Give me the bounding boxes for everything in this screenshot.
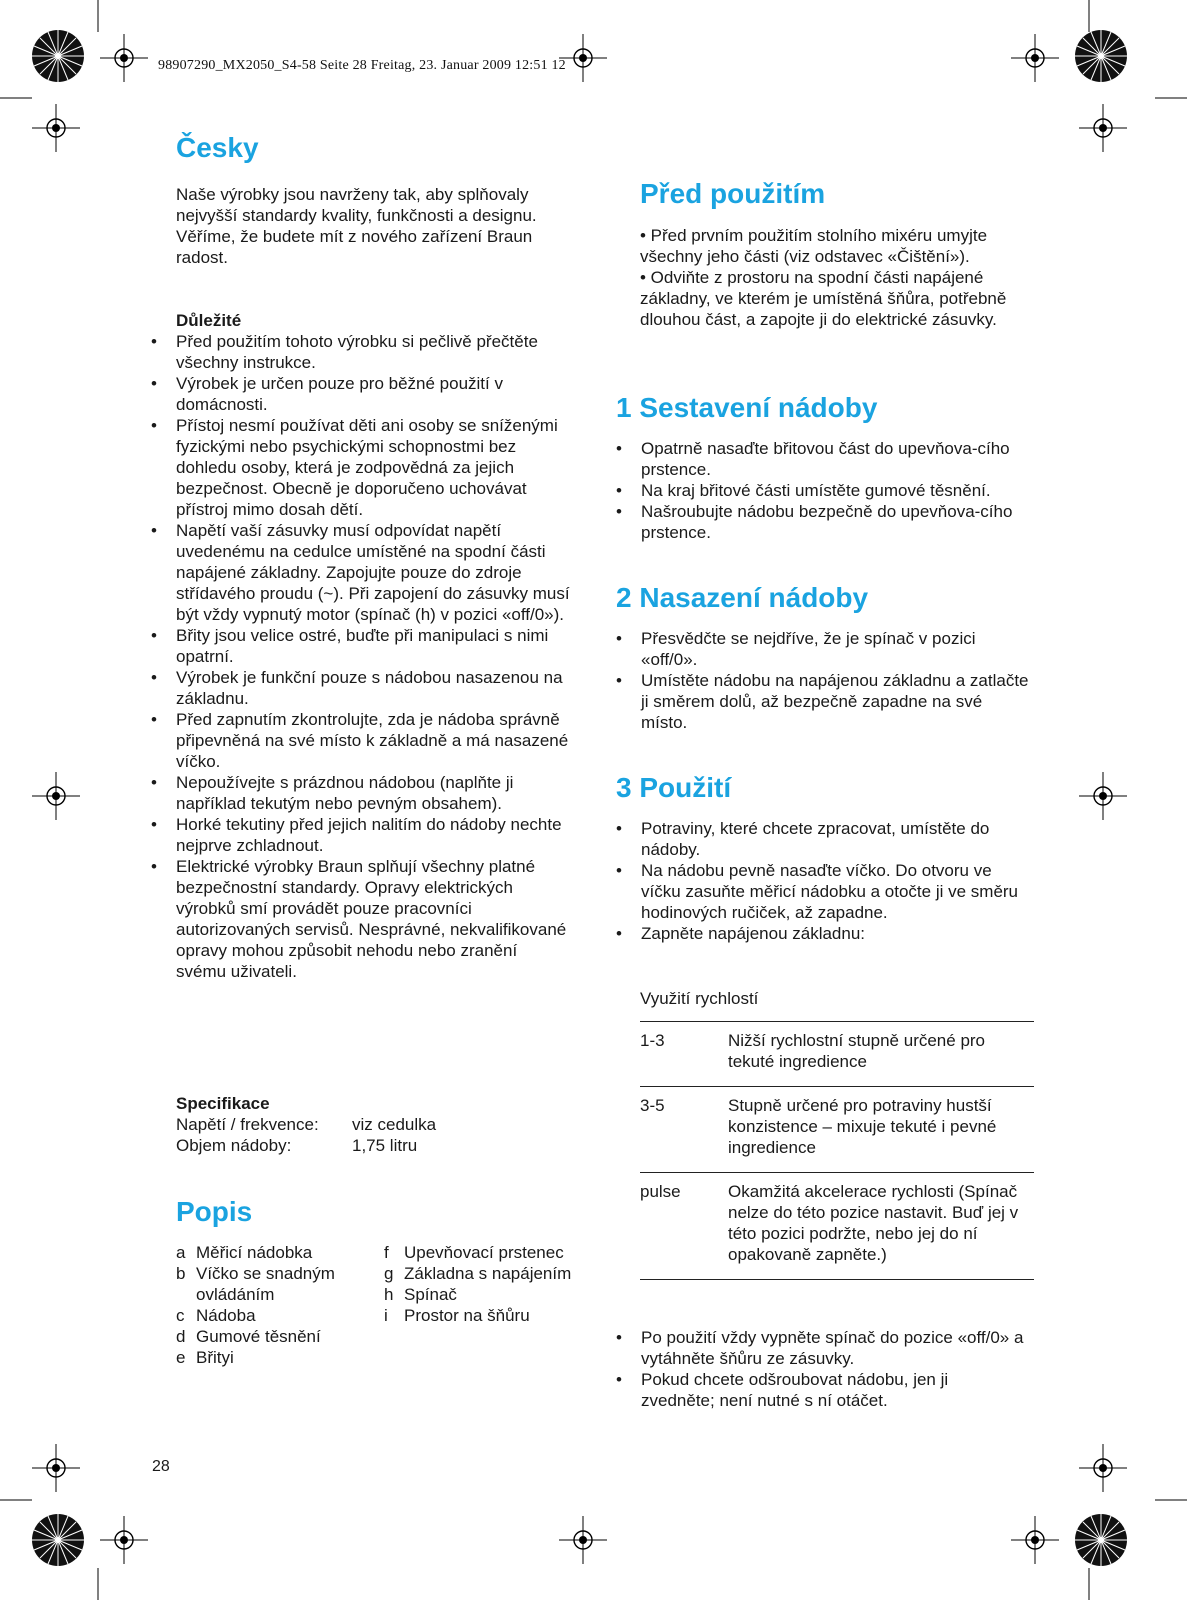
spec-heading: Specifikace [176,1094,270,1113]
crosshair-mark-icon [559,1516,607,1564]
item-text: Základna s napájením [404,1264,572,1283]
item-letter: g [384,1264,394,1283]
item-text: Měřicí nádobka [196,1243,313,1262]
crosshair-mark-icon [32,104,80,152]
crosshair-mark-icon [100,34,148,82]
list-item: • Horké tekutiny před jejich nalitím do nádoby nechte nejprve zchladnout. [151,814,571,856]
speed-key: 3-5 [640,1087,728,1173]
spec-table [176,1114,571,1156]
list-item: • Výrobek je funkční pouze s nádobou nasazenou na základnu. [151,667,571,709]
item-text: Upevňovací prstenec [404,1243,564,1262]
crosshair-mark-icon [1011,34,1059,82]
description-item [176,1326,372,1347]
spec-key: Napětí / frekvence: [176,1115,319,1134]
description-item [176,1347,372,1368]
paragraph: • Před prvním použitím stolního mixéru umyjte všechny jeho části (viz odstavec «Čištění»). [640,226,988,266]
item-letter: e [176,1348,186,1367]
table-row [640,1087,1034,1173]
crosshair-mark-icon [32,772,80,820]
section-title-mounting: 2 Nasazení nádoby [616,582,869,613]
item-letter: f [384,1243,389,1262]
before-use-text [640,225,1040,330]
item-letter: d [176,1327,186,1346]
intro-paragraph: Naše výrobky jsou navrženy tak, aby splňovaly nejvyšší standardy kvality, funkčnosti a designu. Věříme, že budete mít z nového zařízení Braun radost. [176,185,537,267]
description-item [384,1305,574,1326]
item-letter: h [384,1285,394,1304]
list-item: • Našroubujte nádobu bezpečně do upevňova-cího prstence. [616,501,1046,543]
list-item: • Na kraj břitové části umístěte gumové těsnění. [616,480,1046,501]
list-item: • Na nádobu pevně nasaďte víčko. Do otvoru ve víčku zasuňte měřicí nádobku a otočte ji ve směru hodinových ručiček, až zapadne. [616,860,1036,923]
item-text: Spínač [404,1285,457,1304]
mounting-list [616,628,1031,733]
description-item [176,1242,372,1263]
list-item: • Přesvědčte se nejdříve, že je spínač v pozici «off/0». [616,628,1031,670]
list-item: • Před použitím tohoto výrobku si pečlivě přečtěte všechny instrukce. [151,331,571,373]
registration-burst-icon [32,1514,84,1566]
item-text: Nádoba [196,1306,256,1325]
crosshair-mark-icon [559,34,607,82]
section-title-before-use: Před použitím [640,178,826,209]
list-item: • Před zapnutím zkontrolujte, zda je nádoba správně připevněná na své místo k základně a má nasazené víčko. [151,709,571,772]
speed-description: Nižší rychlostní stupně určené pro tekuté ingredience [728,1022,1034,1087]
paragraph: • Odviňte z prostoru na spodní části napájené základny, ve kterém je umístěná šňůra, potřebně dlouhou část, a zapojte ji do elektrické zásuvky. [640,268,1007,329]
description-list-left [176,1242,372,1368]
list-item: • Elektrické výrobky Braun splňují všechny platné bezpečnostní standardy. Opravy elektrických výrobků smí provádět pouze pracovníci autorizovaných servisů. Nesprávné, nekvalifikované opravy mohou způsobit nehodu nebo zranění svému uživateli. [151,856,571,982]
speed-description: Stupně určené pro potraviny hustší konzistence – mixuje tekuté i pevné ingredience [728,1087,1034,1173]
spec-value: 1,75 litru [352,1136,418,1155]
speed-table [640,1021,1034,1280]
crosshair-mark-icon [1079,1444,1127,1492]
list-item: • Potraviny, které chcete zpracovat, umístěte do nádoby. [616,818,1036,860]
important-heading: Důležité [176,311,242,330]
description-item [384,1242,574,1263]
crosshair-mark-icon [1079,772,1127,820]
section-title-assembly: 1 Sestavení nádoby [616,392,878,423]
list-item: • Zapněte napájenou základnu: [616,923,1036,944]
assembly-list [616,438,1046,543]
item-text: Prostor na šňůru [404,1306,530,1325]
description-item [176,1305,372,1326]
spec-row [176,1135,571,1156]
description-title: Popis [176,1196,253,1227]
speed-key: 1-3 [640,1022,728,1087]
list-item: • Umístěte nádobu na napájenou základnu a zatlačte ji směrem dolů, až bezpečně zapadne na své místo. [616,670,1031,733]
spec-key: Objem nádoby: [176,1136,292,1155]
registration-burst-icon [1075,1514,1127,1566]
list-item: • Napětí vaší zásuvky musí odpovídat napětí uvedenému na cedulce umístěné na spodní části napájené základny. Zapojujte pouze do zdroje střídavého proudu (~). Při zapojení do zásuvky musí být vždy vypnutý motor (spínač (h) v pozici «off/0»). [151,520,571,625]
after-use-list [616,1327,1026,1411]
table-row [640,1022,1034,1087]
list-item: • Po použití vždy vypněte spínač do pozice «off/0» a vytáhněte šňůru ze zásuvky. [616,1327,1026,1369]
list-item: • Pokud chcete odšroubovat nádobu, jen ji zvedněte; není nutné s ní otáčet. [616,1369,1026,1411]
crosshair-mark-icon [1079,104,1127,152]
table-row [640,1173,1034,1280]
list-item: • Opatrně nasaďte břitovou část do upevňova-cího prstence. [616,438,1046,480]
page-title: Česky [176,132,259,163]
important-list [151,331,571,982]
item-letter: a [176,1243,186,1262]
item-text: Gumové těsnění [196,1327,321,1346]
description-item [384,1263,574,1284]
crosshair-mark-icon [32,1444,80,1492]
speed-key: pulse [640,1173,728,1280]
list-item: • Břity jsou velice ostré, buďte při manipulaci s nimi opatrní. [151,625,571,667]
crosshair-mark-icon [1011,1516,1059,1564]
description-item [176,1263,372,1305]
list-item: • Výrobek je určen pouze pro běžné použití v domácnosti. [151,373,571,415]
item-letter: i [384,1306,388,1325]
description-list-right [384,1242,574,1326]
print-header: 98907290_MX2050_S4-58 Seite 28 Freitag, 23. Januar 2009 12:51 12 [158,58,566,73]
spec-row [176,1114,571,1135]
description-item [384,1284,574,1305]
spec-value: viz cedulka [352,1115,437,1134]
speed-description: Okamžitá akcelerace rychlosti (Spínač nelze do této pozice nastavit. Buď jej v této pozici podržte, nebo jej do ní opakovaně zapněte.) [728,1173,1034,1280]
list-item: • Přístoj nesmí používat děti ani osoby se sníženými fyzickými nebo psychickými schopnostmi bez dohledu osoby, která je zodpovědná za jejich bezpečnost. Obecně je doporučeno uchovávat přístroj mimo dosah dětí. [151,415,571,520]
page-number: 28 [152,1458,170,1475]
list-item: • Nepoužívejte s prázdnou nádobou (naplňte ji například tekutým nebo pevným obsahem). [151,772,571,814]
item-text: Břityi [196,1348,234,1367]
speed-table-caption: Využití rychlostí [640,989,759,1008]
registration-burst-icon [1075,30,1127,82]
usage-list [616,818,1036,944]
section-title-usage: 3 Použití [616,772,732,803]
registration-burst-icon [32,30,84,82]
item-text: Víčko se snadným ovládáním [196,1264,335,1304]
item-letter: c [176,1306,185,1325]
item-letter: b [176,1264,186,1283]
crosshair-mark-icon [100,1516,148,1564]
